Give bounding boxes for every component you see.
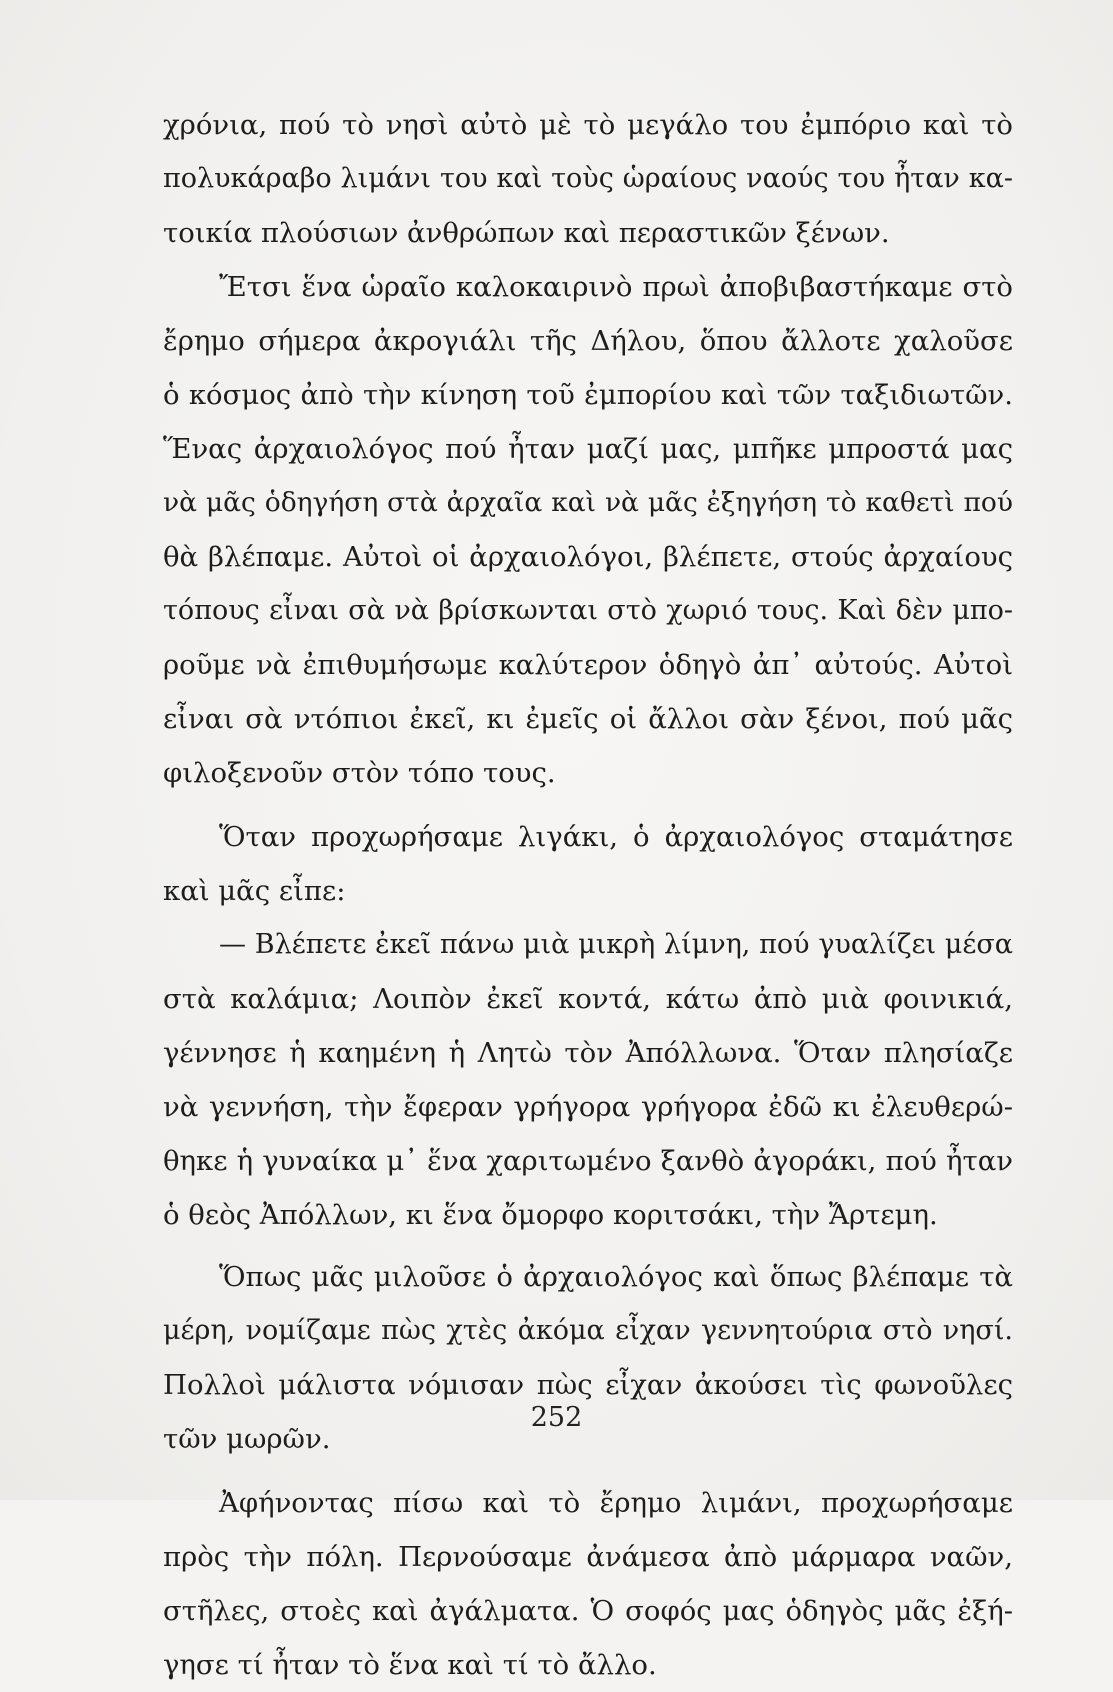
text-line: Ὅπως μᾶς μιλοῦσε ὁ ἀρχαιολόγος καὶ ὅπως βλέπαμε τὰ <box>219 1261 1013 1293</box>
paragraph-2 <box>163 260 1013 800</box>
text-line: θὰ βλέπαμε. Αὐτοὶ οἱ ἀρχαιολόγοι, βλέπετε, στούς ἀρχαίους <box>163 541 1013 573</box>
text-line: πολυκάραβο λιμάνι του καὶ τοὺς ὡραίους ναούς του ἦταν κα- <box>163 163 1013 194</box>
paragraph-3 <box>163 810 1013 918</box>
text-line: θηκε ἡ γυναίκα μ᾽ ἕνα χαριτωμένο ξανθὸ ἀγοράκι, πού ἦταν <box>163 1145 1013 1177</box>
text-line: Ἔτσι ἕνα ὡραῖο καλοκαιρινὸ πρωὶ ἀποβιβαστήκαμε στὸ <box>219 271 1013 303</box>
text-line: στὰ καλάμια; Λοιπὸν ἐκεῖ κοντά, κάτω ἀπὸ μιὰ φοινικιά, <box>163 983 1013 1015</box>
paragraph-6 <box>163 1476 1013 1692</box>
text-line: τοικία πλούσιων ἀνθρώπων καὶ περαστικῶν ξένων. <box>163 217 890 249</box>
paragraph-4-dialogue <box>163 918 1013 1242</box>
text-line: Ὅταν προχωρήσαμε λιγάκι, ὁ ἀρχαιολόγος σταμάτησε <box>219 821 1013 853</box>
text-line: Ἀφήνοντας πίσω καὶ τὸ ἔρημο λιμάνι, προχωρήσαμε <box>219 1487 1013 1519</box>
text-line: γησε τί ἦταν τὸ ἕνα καὶ τί τὸ ἄλλο. <box>163 1649 657 1681</box>
body-text <box>163 98 1013 1692</box>
text-line: Πολλοὶ μάλιστα νόμισαν πὼς εἶχαν ἀκούσει τὶς φωνοῦλες <box>163 1369 1013 1401</box>
paragraph-1 <box>163 98 1013 260</box>
text-line: Ἕνας ἀρχαιολόγος πού ἦταν μαζί μας, μπῆκε μπροστά μας <box>163 433 1013 465</box>
text-line: εἶναι σὰ ντόπιοι ἐκεῖ, κι ἐμεῖς οἱ ἄλλοι σὰν ξένοι, πού μᾶς <box>163 703 1013 735</box>
text-line: φιλοξενοῦν στὸν τόπο τους. <box>163 757 556 789</box>
text-line: τῶν μωρῶν. <box>163 1423 331 1455</box>
text-line: ὁ κόσμος ἀπὸ τὴν κίνηση τοῦ ἐμπορίου καὶ τῶν ταξιδιωτῶν. <box>163 379 1013 411</box>
text-line: νὰ γεννήση, τὴν ἔφεραν γρήγορα γρήγορα ἐδῶ κι ἐλευθερώ- <box>163 1091 1013 1123</box>
text-line: — Βλέπετε ἐκεῖ πάνω μιὰ μικρὴ λίμνη, πού γυαλίζει μέσα <box>219 929 1013 960</box>
text-line: ἔρημο σήμερα ἀκρογιάλι τῆς Δήλου, ὅπου ἄλλοτε χαλοῦσε <box>163 325 1013 357</box>
text-line: πρὸς τὴν πόλη. Περνούσαμε ἀνάμεσα ἀπὸ μάρμαρα ναῶν, <box>163 1541 1013 1573</box>
text-line: στῆλες, στοὲς καὶ ἀγάλματα. Ὁ σοφός μας ὁδηγὸς μᾶς ἐξή- <box>163 1595 1013 1627</box>
text-line: μέρη, νομίζαμε πὼς χτὲς ἀκόμα εἶχαν γεννητούρια στὸ νησί. <box>163 1315 1013 1346</box>
text-line: τόπους εἶναι σὰ νὰ βρίσκωνται στὸ χωριό τους. Καὶ δὲν μπο- <box>163 595 1013 626</box>
text-line: ὁ θεὸς Ἀπόλλων, κι ἕνα ὄμορφο κοριτσάκι, τὴν Ἄρτεμη. <box>163 1199 938 1231</box>
page-number: 252 <box>530 1402 583 1433</box>
text-line: καὶ μᾶς εἶπε: <box>163 875 346 907</box>
text-line: γέννησε ἡ καημένη ἡ Λητὼ τὸν Ἀπόλλωνα. Ὅταν πλησίαζε <box>163 1037 1013 1069</box>
text-line: νὰ μᾶς ὁδηγήση στὰ ἀρχαῖα καὶ νὰ μᾶς ἐξηγήση τὸ καθετὶ πού <box>163 487 1013 518</box>
paragraph-5 <box>163 1250 1013 1466</box>
text-line: χρόνια, πού τὸ νησὶ αὐτὸ μὲ τὸ μεγάλο του ἐμπόριο καὶ τὸ <box>163 109 1013 141</box>
text-line: ροῦμε νὰ ἐπιθυμήσωμε καλύτερον ὁδηγὸ ἀπ᾽ αὐτούς. Αὐτοὶ <box>163 649 1013 681</box>
